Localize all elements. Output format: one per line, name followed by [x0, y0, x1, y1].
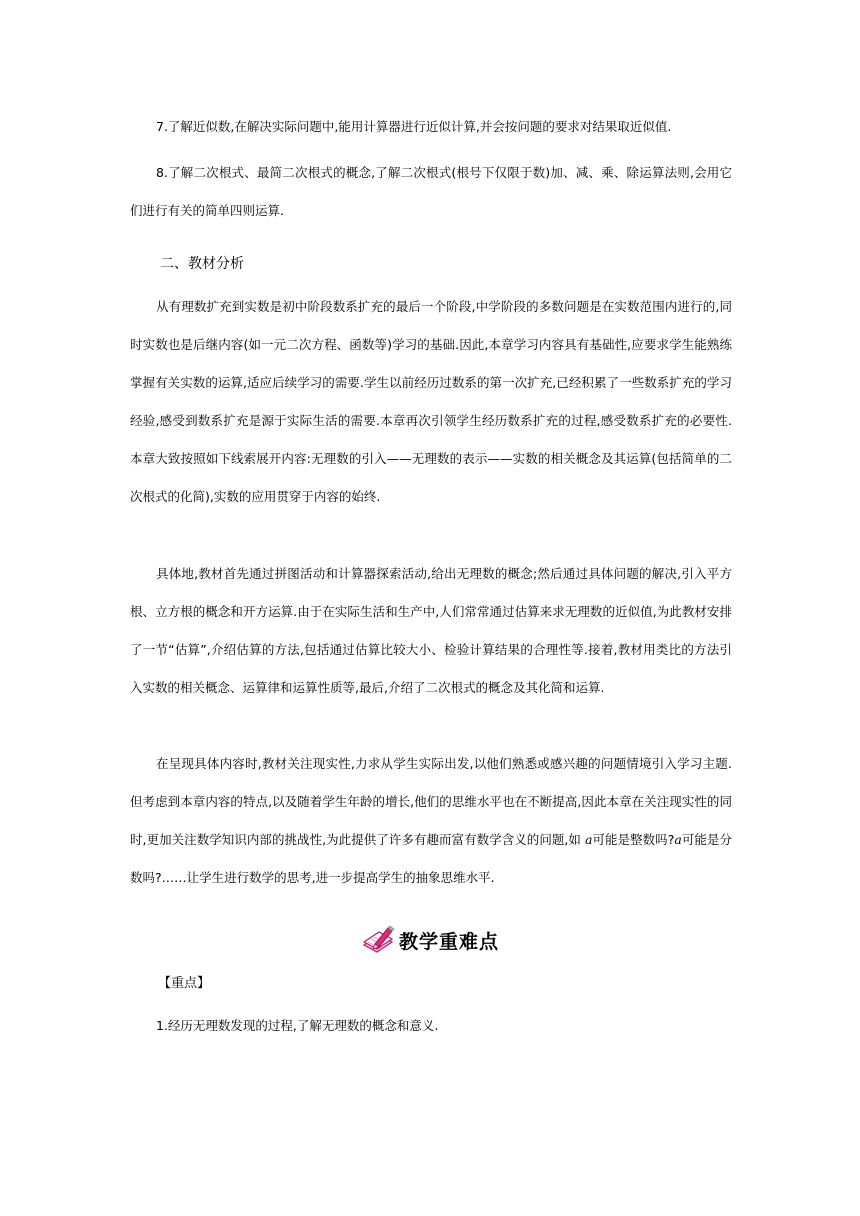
paragraph-3-text-a: 在呈现具体内容时,教材关注现实性,力求从学生实际出发,以他们熟悉或感兴趣的问题情境引入学习主题.但考虑到本章内容的特点,以及随着学生年龄的增长,他们的思维水平也在不断提高,因此本章在关注现实性的同时,更加关注数学知识内部的挑战性,为此提供了许多有趣而富有数学含义的问题,如 [130, 756, 732, 847]
analysis-paragraph-2: 具体地,教材首先通过拼图活动和计算器探索活动,给出无理数的概念;然后通过具体问题的解决,引入平方根、立方根的概念和开方运算.由于在实际生活和生产中,人们常常通过估算来求无理数的近似值,为此教材安排了一节“估算”,介绍估算的方法,包括通过估算比较大小、检验计算结果的合理性等.接着,教材用类比的方法引入实数的相关概念、运算律和运算性质等,最后,介绍了二次根式的概念及其化简和运算. [130, 566, 732, 695]
variable-a: a [674, 832, 682, 847]
key-points-label: 【重点】 [158, 976, 211, 991]
analysis-paragraph-3 [130, 745, 732, 897]
section-banner [0, 922, 860, 958]
objective-7: 7.了解近似数,在解决实际问题中,能用计算器进行近似计算,并会按问题的要求对结果取近似值. [156, 119, 672, 134]
objective-8: 8.了解二次根式、最简二次根式的概念,了解二次根式(根号下仅限于数)加、减、乘、除运算法则,会用它们进行有关的简单四则运算. [130, 165, 732, 218]
variable-a: a [584, 832, 593, 847]
paragraph-3-text-c: 可能是分数吗?……让学生进行数学的思考,进一步提高学生的抽象思维水平. [130, 832, 732, 885]
analysis-paragraph-1: 从有理数扩充到实数是初中阶段数系扩充的最后一个阶段,中学阶段的多数问题是在实数范围内进行的,同时实数也是后继内容(如一元二次方程、函数等)学习的基础.因此,本章学习内容具有基础性,应要求学生能熟练掌握有关实数的运算,适应后续学习的需要.学生以前经历过数系的第一次扩充,已经积累了一些数系扩充的学习经验,感受到数系扩充是源于实际生活的需要.本章再次引领学生经历数系扩充的过程,感受数系扩充的必要性.本章大致按照如下线索展开内容:无理数的引入——无理数的表示——实数的相关概念及其运算(包括简单的二次根式的化简),实数的应用贯穿于内容的始终. [130, 299, 732, 504]
paragraph-3-text-b: 可能是整数吗? [592, 832, 675, 847]
section-title-textbook-analysis: 二、教材分析 [160, 256, 244, 272]
pencil-notebook-icon [361, 925, 395, 955]
banner-title: 教学重难点 [398, 930, 499, 953]
key-point-1: 1.经历无理数发现的过程,了解无理数的概念和意义. [156, 1018, 439, 1033]
